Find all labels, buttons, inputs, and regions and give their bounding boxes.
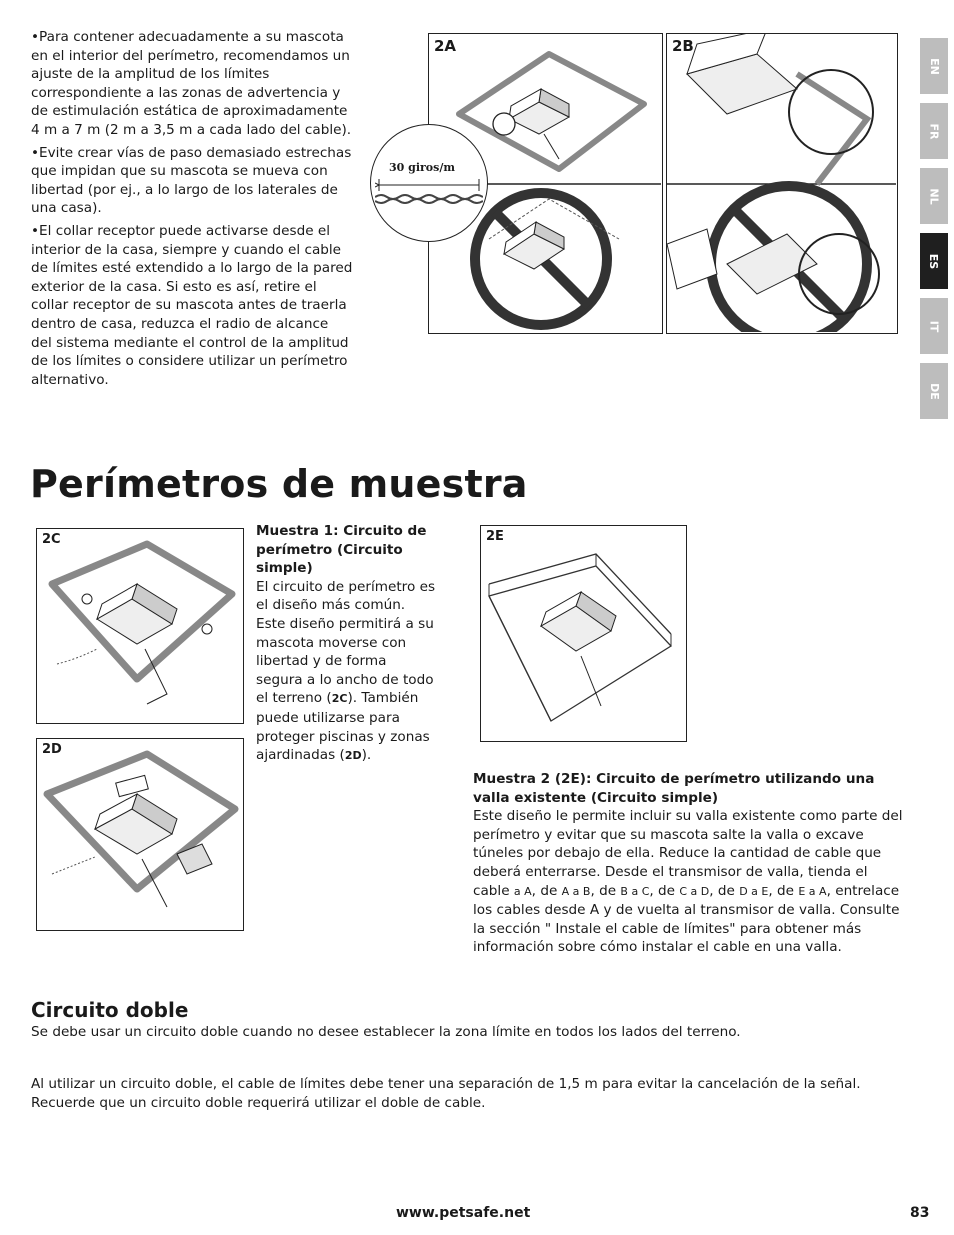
sample2-body: Este diseño le permite incluir su valla existente como parte del perímetro y evitar que su mascota salte la valla o excave túneles por debajo de ella. Reduce la cantidad de cable que deberá enterrarse. Desde el transmisor de valla, tienda el cable a A, de A a B, de B a C, de C a D, de D a E, de E a A, entrelace los cables desde A y de vuelta al transmisor de valla. Consulte la sección " Instale el cable de límites" para obtener más información sobre cómo instalar el cable en una valla.	[473, 808, 903, 956]
bullet-2: • Evite crear vías de paso demasiado estrechas que impidan que su mascota se mueva con libertad (por ej., a lo largo de los laterales de una casa).	[31, 144, 353, 218]
figure-2d-label: 2D	[42, 742, 62, 757]
sample1-heading: Muestra 1: Circuito de perímetro (Circuito simple)	[256, 523, 427, 577]
page-number: 83	[910, 1205, 930, 1221]
tab-de[interactable]: DE	[920, 363, 948, 419]
bullet-1: • Para contener adecuadamente a su mascota en el interior del perímetro, recomendamos un ajuste de la amplitud de los límites correspondiente a las zonas de advertencia y de estimulación estática de aproximadamente 4 m a 7 m (2 m a 3,5 m a cada lado del cable).	[31, 28, 353, 140]
tab-es[interactable]: ES	[920, 233, 948, 289]
sample1-body: El circuito de perímetro es el diseño más común. Este diseño permitirá a su mascota moverse con libertad y de forma segura a lo ancho de todo el terreno (2C). También puede utilizarse para proteger piscinas y zonas ajardinadas (2D).	[256, 578, 436, 764]
double-loop-p2: Al utilizar un circuito doble, el cable de límites debe tener una separación de 1,5 m para evitar la cancelación de la señal. Recuerde que un circuito doble requerirá utilizar el doble de cable.	[31, 1076, 861, 1111]
section-title: Perímetros de muestra	[30, 462, 528, 506]
tab-nl[interactable]: NL	[920, 168, 948, 224]
sample2-block	[473, 770, 903, 957]
figure-2d-illustration	[37, 739, 242, 929]
tab-en[interactable]: EN	[920, 38, 948, 94]
double-loop-p1: Se debe usar un circuito doble cuando no desee establecer la zona límite en todos los lados del terreno.	[31, 1024, 741, 1040]
sample1-block	[256, 522, 436, 766]
tab-it[interactable]: IT	[920, 298, 948, 354]
footer-url[interactable]: www.petsafe.net	[396, 1205, 531, 1221]
figure-2b-illustration	[667, 34, 896, 332]
figure-2b	[666, 33, 898, 334]
figure-2e-label: 2E	[486, 529, 504, 544]
figure-2c	[36, 528, 244, 724]
twist-label: 30 giros/m	[389, 161, 455, 174]
language-tabs	[920, 38, 948, 428]
sample2-heading: Muestra 2 (2E): Circuito de perímetro utilizando una valla existente (Circuito simple)	[473, 771, 875, 806]
twisted-wire-callout	[370, 124, 488, 242]
figure-2b-label: 2B	[672, 37, 694, 55]
figure-2c-label: 2C	[42, 532, 61, 547]
double-loop-title: Circuito doble	[31, 998, 189, 1022]
tab-fr[interactable]: FR	[920, 103, 948, 159]
bullet-3: • El collar receptor puede activarse desde el interior de la casa, siempre y cuando el cable de límites esté extendido a lo largo de la pared exterior de la casa. Si esto es así, retire el collar receptor de su mascota antes de traerla dentro de casa, reduzca el radio de alcance del sistema mediante el control de la amplitud de los límites o considere utilizar un perímetro alternativo.	[31, 222, 353, 389]
figure-2e-illustration	[481, 526, 685, 740]
figure-2e	[480, 525, 687, 742]
figure-2c-illustration	[37, 529, 242, 722]
intro-bullets	[31, 28, 353, 393]
twisted-wire-drawing	[375, 175, 483, 215]
figure-2d	[36, 738, 244, 931]
figure-2a-label: 2A	[434, 37, 457, 55]
